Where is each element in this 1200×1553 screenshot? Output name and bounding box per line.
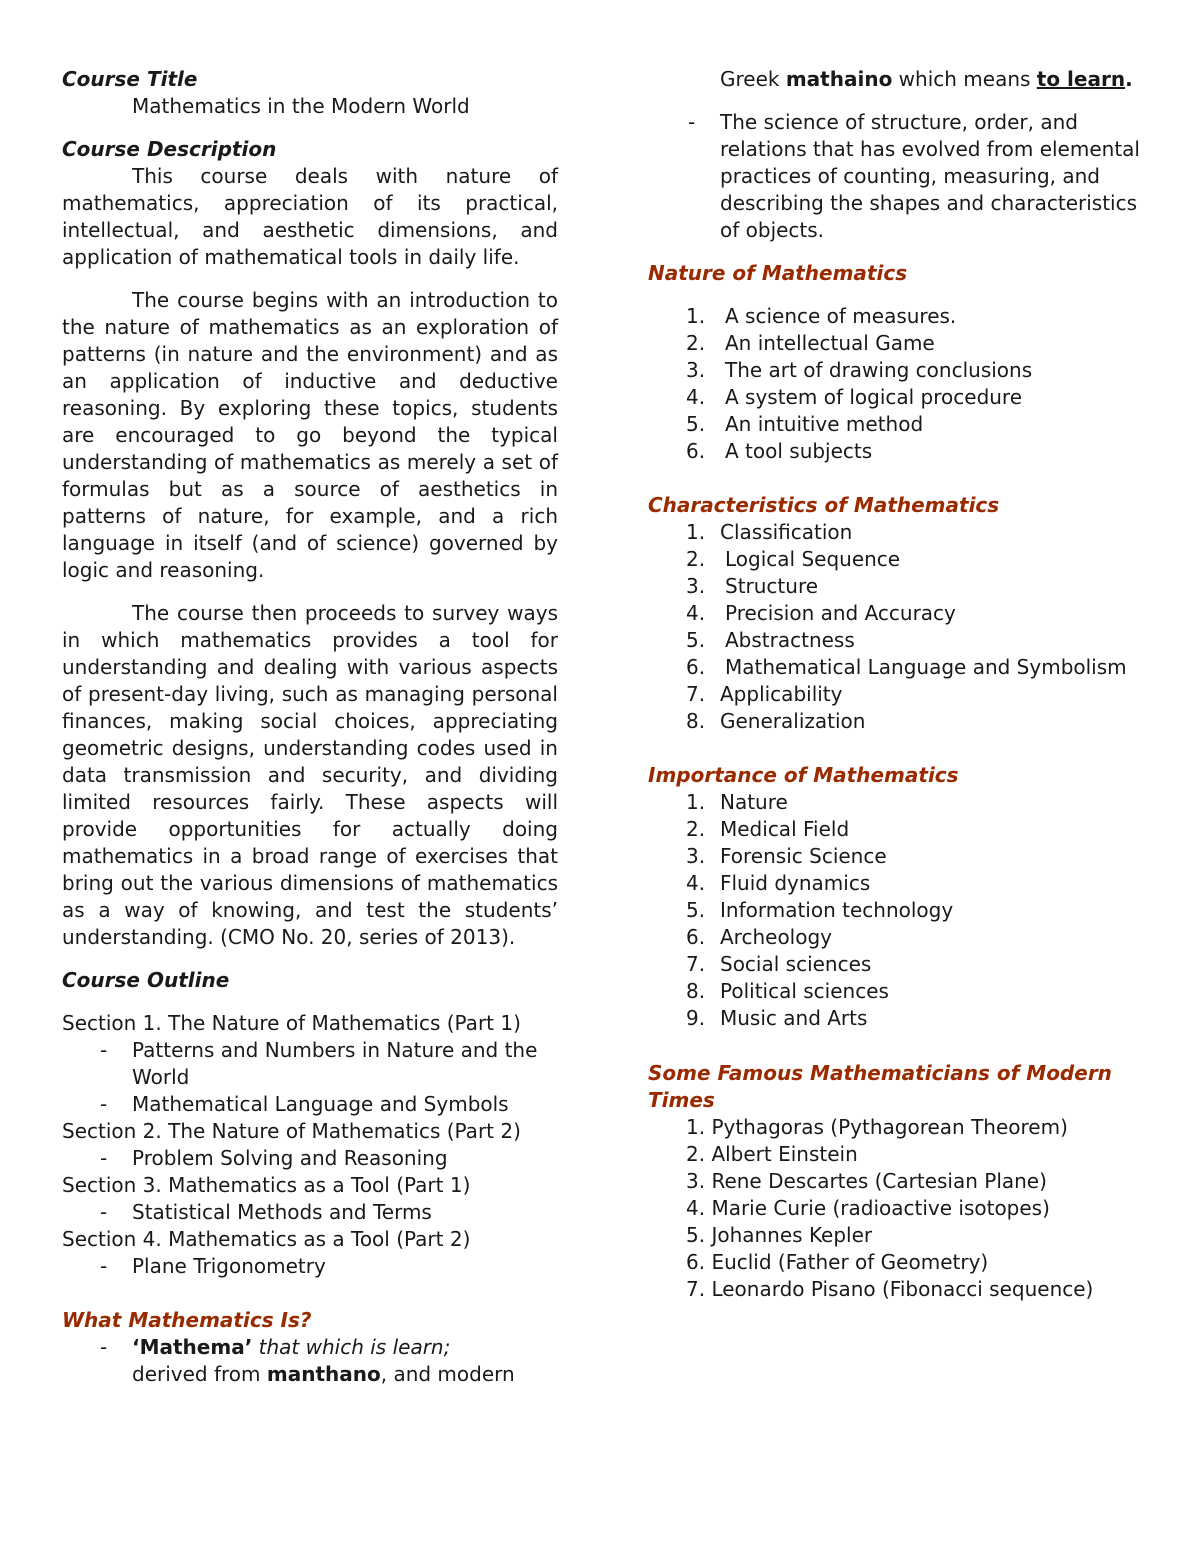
list-item: 6. A tool subjects — [686, 439, 873, 463]
manthano-term: manthano — [266, 1362, 381, 1386]
list-item-text: Applicability — [720, 682, 843, 706]
list-item: 7. Social sciences — [686, 952, 872, 976]
course-title-heading: Course Title — [62, 67, 198, 91]
list-item: 8. Political sciences — [686, 979, 889, 1003]
list-item: 7. Applicability — [686, 682, 843, 706]
list-item: 3. Structure — [686, 574, 819, 598]
list-item-text: Archeology — [720, 925, 833, 949]
list-item: 3. The art of drawing conclusions — [686, 358, 1033, 382]
list-item: 4. A system of logical procedure — [686, 385, 1023, 409]
list-item: 2. Medical Field — [686, 817, 850, 841]
importance-heading: Importance of Mathematics — [648, 763, 959, 787]
list-item-text: An intuitive method — [725, 412, 924, 436]
list-item-text: A system of logical procedure — [725, 385, 1023, 409]
list-item-text: Mathematical Language and Symbolism — [725, 655, 1127, 679]
list-item-text: A science of measures. — [725, 304, 957, 328]
section-title: Section 3. Mathematics as a Tool (Part 1) — [62, 1173, 471, 1197]
list-item-text: Generalization — [720, 709, 866, 733]
section-items — [62, 1199, 558, 1226]
list-item: - Patterns and Numbers in Nature and the World — [62, 1037, 558, 1091]
list-item: 5. An intuitive method — [686, 412, 924, 436]
list-item: - Problem Solving and Reasoning — [62, 1145, 558, 1172]
list-item-text: Medical Field — [720, 817, 850, 841]
description-paragraph-1: This course deals with nature of mathematics, appreciation of its practical, intellectual, and aesthetic dimensions, and application of mathematical tools in daily life. — [62, 164, 558, 269]
list-item: 3. Forensic Science — [686, 844, 887, 868]
derived-text: derived from — [132, 1362, 267, 1386]
famous-mathematicians-heading: Some Famous Mathematicians of Modern Times — [648, 1061, 1112, 1112]
famous-mathematicians-list — [648, 1114, 1148, 1303]
list-item-text: Social sciences — [720, 952, 872, 976]
list-item-text: Forensic Science — [720, 844, 887, 868]
list-item: 6. Archeology — [686, 925, 833, 949]
list-item: 6. Euclid (Father of Geometry) — [686, 1250, 989, 1274]
characteristics-heading: Characteristics of Mathematics — [648, 493, 1000, 517]
list-item: 3. Rene Descartes (Cartesian Plane) — [686, 1169, 1047, 1193]
mathema-term: ‘Mathema’ — [132, 1335, 253, 1359]
list-item-text: Precision and Accuracy — [725, 601, 956, 625]
to-learn-term: to learn — [1036, 67, 1126, 91]
list-item: 8. Generalization — [686, 709, 866, 733]
list-item: 4. Precision and Accuracy — [686, 601, 956, 625]
list-item: 6. Mathematical Language and Symbolism — [686, 655, 1127, 679]
course-outline-heading: Course Outline — [62, 968, 230, 992]
list-item: 7. Leonardo Pisano (Fibonacci sequence) — [686, 1277, 1094, 1301]
list-item-text: Logical Sequence — [725, 547, 901, 571]
list-item — [62, 1334, 558, 1388]
list-item-text: An intellectual Game — [725, 331, 935, 355]
nature-heading: Nature of Mathematics — [648, 261, 908, 285]
list-item-text: Abstractness — [725, 628, 855, 652]
list-item: - Plane Trigonometry — [62, 1253, 558, 1280]
list-item: - Statistical Methods and Terms — [62, 1199, 558, 1226]
list-item-text: Structure — [725, 574, 819, 598]
and-modern-text: , and modern — [380, 1362, 515, 1386]
list-item-text: A tool subjects — [725, 439, 873, 463]
list-item-text: Information technology — [720, 898, 954, 922]
section-items — [62, 1253, 558, 1280]
list-item: 1. Pythagoras (Pythagorean Theorem) — [686, 1115, 1068, 1139]
list-item: 2. An intellectual Game — [686, 331, 935, 355]
what-mathematics-heading: What Mathematics Is? — [62, 1308, 312, 1332]
course-description-heading: Course Description — [62, 137, 277, 161]
greek-prefix: Greek — [720, 67, 786, 91]
list-item: 1. Nature — [686, 790, 788, 814]
description-paragraph-2: The course begins with an introduction to the nature of mathematics as an exploration of patterns (in nature and the environment) and as an application of inductive and deductive reasoning. By exploring these topics, students are encouraged to go beyond the typical understanding of mathematics as merely a set of formulas but as a source of aesthetics in patterns of nature, for example, and a rich language in itself (and of science) governed by logic and reasoning. — [62, 288, 558, 582]
list-item: - The science of structure, order, and relations that has evolved from elemental practices of counting, measuring, and describing the shapes and characteristics of objects. — [650, 109, 1148, 244]
greek-means: which means — [892, 67, 1037, 91]
list-item: 5. Abstractness — [686, 628, 855, 652]
characteristics-list — [648, 519, 1148, 735]
list-item-text: Music and Arts — [720, 1006, 868, 1030]
nature-list — [648, 303, 1148, 465]
section-title: Section 2. The Nature of Mathematics (Part 2) — [62, 1119, 521, 1143]
list-item: - Mathematical Language and Symbols — [62, 1091, 558, 1118]
greek-period: . — [1125, 67, 1133, 91]
left-column — [62, 66, 558, 1388]
list-item: 4. Marie Curie (radioactive isotopes) — [686, 1196, 1050, 1220]
list-item: 1. Classification — [686, 520, 853, 544]
list-item-text: Classification — [720, 520, 853, 544]
mathaino-term: mathaino — [785, 67, 893, 91]
list-item: 9. Music and Arts — [686, 1006, 868, 1030]
greek-definition — [648, 66, 1148, 93]
list-item: 5. Information technology — [686, 898, 954, 922]
what-mathematics-list — [62, 1334, 558, 1388]
list-item: 5. Johannes Kepler — [686, 1223, 873, 1247]
section-items — [62, 1145, 558, 1172]
right-column — [648, 66, 1148, 1303]
section-items — [62, 1037, 558, 1118]
list-item-text: Political sciences — [720, 979, 889, 1003]
mathema-meaning: that which is learn; — [252, 1335, 451, 1359]
list-item-text: The art of drawing conclusions — [725, 358, 1033, 382]
list-item: 2. Albert Einstein — [686, 1142, 858, 1166]
section-title: Section 4. Mathematics as a Tool (Part 2) — [62, 1227, 471, 1251]
list-item-text: Fluid dynamics — [720, 871, 871, 895]
list-item: 1. A science of measures. — [686, 304, 957, 328]
description-paragraph-3: The course then proceeds to survey ways in which mathematics provides a tool for understanding and dealing with various aspects of present-day living, such as managing personal finances, making social choices, appreciating geometric designs, understanding codes used in data transmission and security, and dividing limited resources fairly. These aspects will provide opportunities for actually doing mathematics in a broad range of exercises that bring out the various dimensions of mathematics as a way of knowing, and test the students’ understanding. (CMO No. 20, series of 2013). — [62, 601, 558, 949]
list-item: 4. Fluid dynamics — [686, 871, 871, 895]
science-definition-list — [650, 109, 1148, 244]
section-title: Section 1. The Nature of Mathematics (Part 1) — [62, 1011, 521, 1035]
list-item: 2. Logical Sequence — [686, 547, 901, 571]
importance-list — [648, 789, 1148, 1032]
list-item-text: Nature — [720, 790, 788, 814]
course-title: Mathematics in the Modern World — [132, 94, 470, 118]
